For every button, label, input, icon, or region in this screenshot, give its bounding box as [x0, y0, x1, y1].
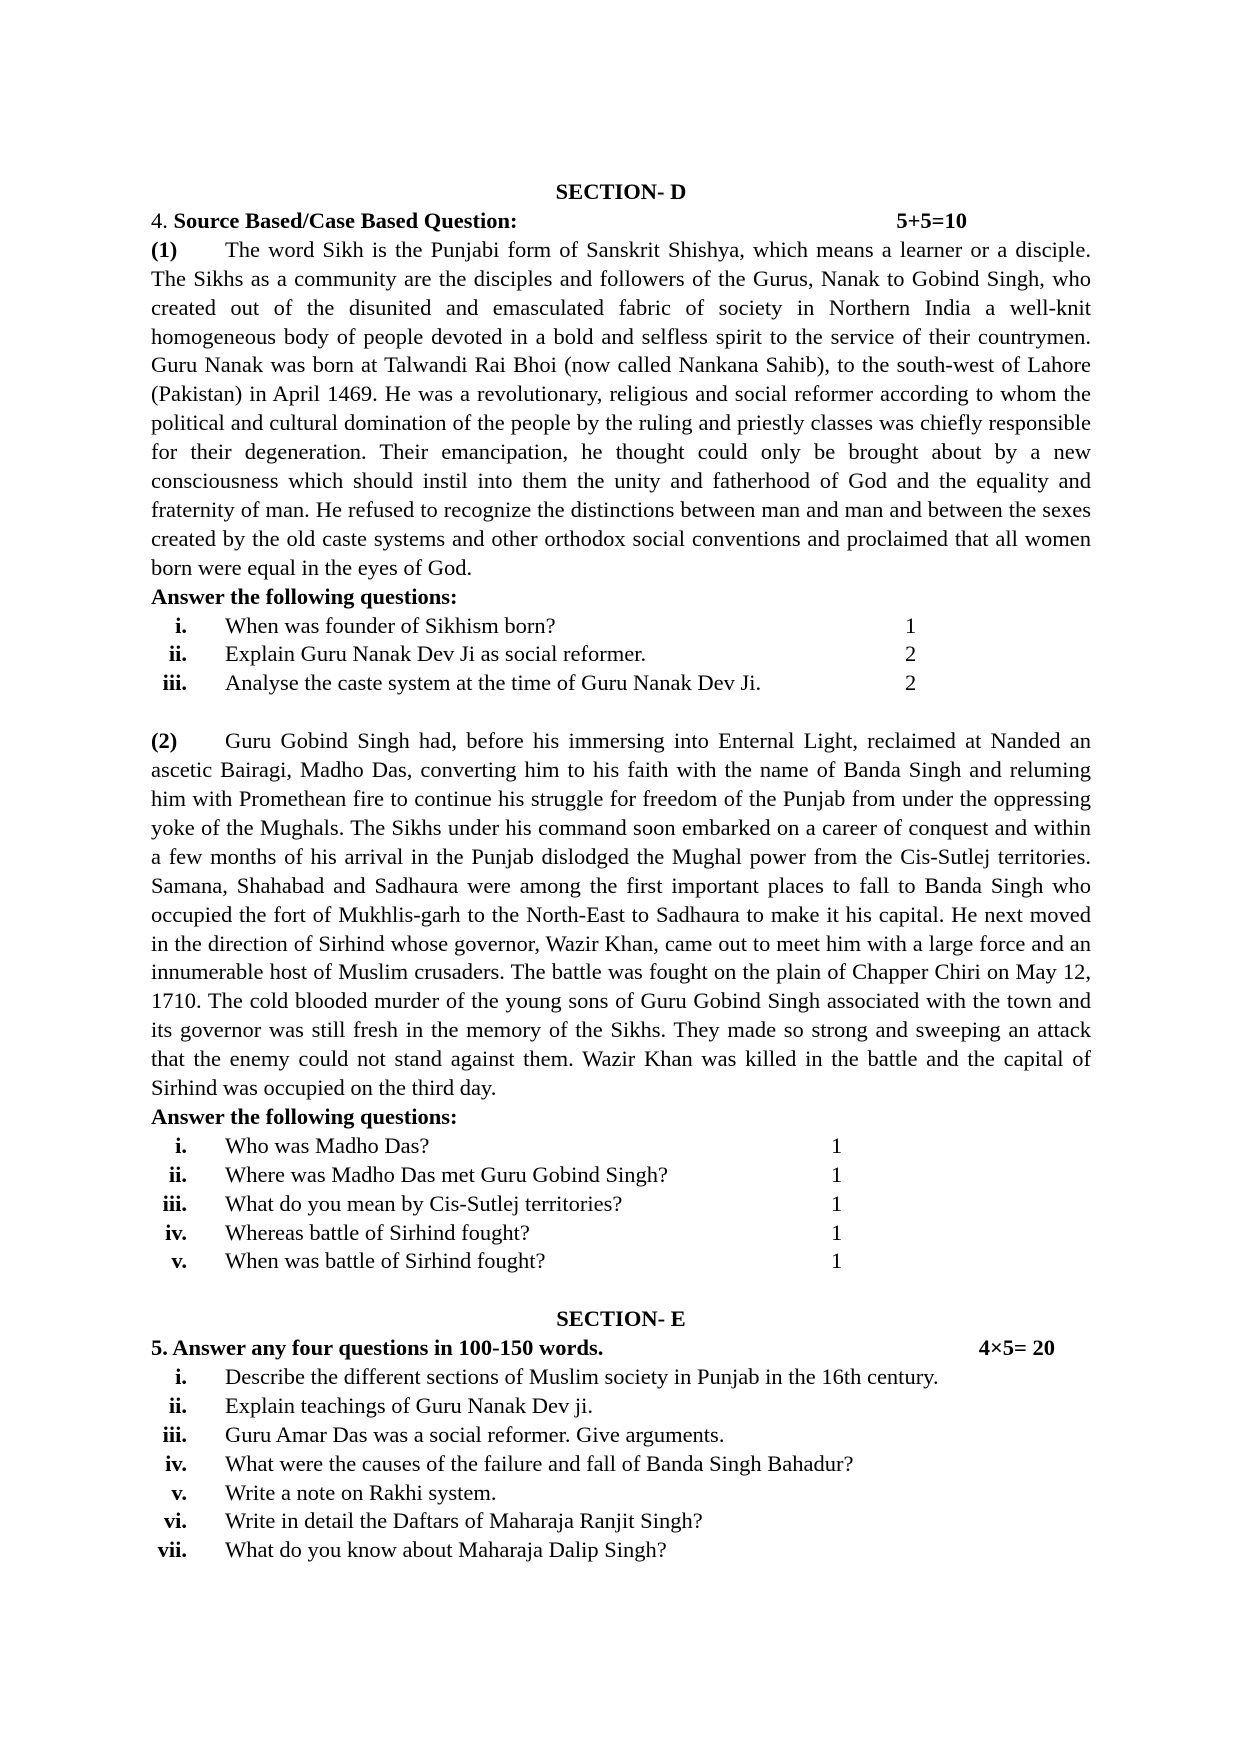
list-item [151, 1190, 1091, 1219]
question-marks: 2 [905, 670, 917, 696]
list-item [151, 1392, 1091, 1421]
question-number: vi. [163, 1508, 187, 1534]
question-marks: 1 [831, 1132, 843, 1158]
section-d-title: SECTION- D [555, 179, 687, 204]
question-number: iv. [165, 1219, 187, 1245]
question-5-marks: 4×5= 20 [978, 1335, 1055, 1361]
question-marks: 1 [831, 1190, 843, 1216]
question-4-label: Source Based/Case Based Question: [173, 207, 518, 233]
question-number: iii. [162, 670, 187, 696]
question-number: iii. [162, 1421, 187, 1447]
question-text: Write a note on Rakhi system. [225, 1479, 497, 1505]
passage-2-text: Guru Gobind Singh had, before his immersing into Enternal Light, reclaimed at Nanded an ascetic Bairagi, Madho Das, converting him to his faith with the name of Banda Singh and reluming him with Promethean fire to continue his struggle for freedom of the Punjab from under the oppressing yoke of the Mughals. The Sikhs under his command soon embarked on a career of conquest and within a few months of his arrival in the Punjab dislodged the Mughal power from the Cis-Sutlej territories. Samana, Shahabad and Sadhaura were among the first important places to fall to Banda Singh who occupied the fort of Mukhlis-garh to the North-East to Sadhaura to make it his capital. He next moved in the direction of Sirhind whose governor, Wazir Khan, came out to meet him with a large force and an innumerable host of Muslim crusaders. The battle was fought on the plain of Chapper Chiri on May 12, 1710. The cold blooded murder of the young sons of Guru Gobind Singh associated with the town and its governor was still fresh in the memory of the Sikhs. They made so strong and sweeping an attack that the enemy could not stand against them. Wazir Khan was killed in the battle and the capital of Sirhind was occupied on the third day. [151, 728, 1091, 1101]
question-text: What were the causes of the failure and fall of Banda Singh Bahadur? [225, 1450, 854, 1476]
passage-2 [151, 727, 1091, 1103]
question-text: Explain teachings of Guru Nanak Dev ji. [225, 1392, 594, 1418]
question-number: v. [171, 1248, 187, 1274]
question-text: Guru Amar Das was a social reformer. Give arguments. [225, 1421, 725, 1447]
question-text: When was battle of Sirhind fought? [225, 1248, 546, 1274]
list-item [151, 1161, 1091, 1190]
question-number: iv. [165, 1450, 187, 1476]
question-number: i. [175, 1132, 187, 1158]
question-marks: 1 [905, 612, 917, 638]
passage-2-number: (2) [151, 728, 178, 754]
list-item [151, 612, 1091, 641]
question-5-header [151, 1334, 1091, 1363]
question-number: i. [175, 612, 187, 638]
question-number: iii. [162, 1190, 187, 1216]
question-text: What do you mean by Cis-Sutlej territories? [225, 1190, 623, 1216]
list-item [151, 669, 1091, 698]
question-number: ii. [168, 641, 187, 667]
question-number: ii. [168, 1161, 187, 1187]
question-number: i. [175, 1364, 187, 1389]
list-item [151, 1536, 1091, 1565]
question-marks: 1 [831, 1248, 843, 1274]
spacer [151, 1276, 1091, 1305]
passage-1-answer-heading: Answer the following questions: [151, 583, 458, 609]
question-text: Analyse the caste system at the time of Guru Nanak Dev Ji. [225, 670, 762, 696]
passage-1-questions [151, 612, 1091, 699]
question-4-marks: 5+5=10 [896, 207, 967, 233]
list-item [151, 1132, 1091, 1161]
question-text: Write in detail the Daftars of Maharaja Ranjit Singh? [225, 1508, 703, 1534]
question-text: Who was Madho Das? [225, 1132, 430, 1158]
list-item [151, 1421, 1091, 1450]
passage-1-text: The word Sikh is the Punjabi form of Sanskrit Shishya, which means a learner or a disciple. The Sikhs as a community are the disciples and followers of the Gurus, Nanak to Gobind Singh, who created out of the disunited and emasculated fabric of society in Northern India a well-knit homogeneous body of people devoted in a bold and selfless spirit to the service of their countrymen. Guru Nanak was born at Talwandi Rai Bhoi (now called Nankana Sahib), to the south-west of Lahore (Pakistan) in April 1469. He was a revolutionary, religious and social reformer according to whom the political and cultural domination of the people by the ruling and priestly classes was chiefly responsible for their degeneration. Their emancipation, he thought could only be brought about by a new consciousness which should instil into them the unity and fatherhood of God and the equality and fraternity of man. He refused to recognize the distinctions between man and man and between the sexes created by the old caste systems and other orthodox social conventions and proclaimed that all women born were equal in the eyes of God. [151, 236, 1091, 580]
question-4-header [151, 207, 1091, 236]
passage-2-questions [151, 1132, 1091, 1276]
page-content [151, 178, 1091, 1565]
list-item [151, 1219, 1091, 1248]
list-item [151, 1247, 1091, 1276]
question-5-label: 5. Answer any four questions in 100-150 words. [151, 1335, 604, 1361]
question-text: Explain Guru Nanak Dev Ji as social reformer. [225, 641, 647, 667]
question-marks: 1 [831, 1161, 843, 1187]
list-item [151, 1363, 1091, 1392]
question-text: Describe the different sections of Muslim society in Punjab in the 16th century. [225, 1364, 939, 1389]
question-4-number: 4. [151, 207, 168, 233]
spacer [151, 698, 1091, 727]
section-e-title: SECTION- E [556, 1306, 686, 1332]
list-item [151, 1507, 1091, 1536]
passage-1-number: (1) [151, 236, 178, 262]
question-text: What do you know about Maharaja Dalip Singh? [225, 1537, 667, 1563]
question-marks: 1 [831, 1219, 843, 1245]
list-item [151, 1479, 1091, 1508]
question-marks: 2 [905, 641, 917, 667]
question-text: Where was Madho Das met Guru Gobind Singh? [225, 1161, 669, 1187]
question-text: When was founder of Sikhism born? [225, 612, 556, 638]
question-number: v. [171, 1479, 187, 1505]
passage-1 [151, 236, 1091, 583]
section-e-questions [151, 1363, 1091, 1565]
passage-2-answer-heading: Answer the following questions: [151, 1103, 458, 1129]
question-number: vii. [157, 1537, 187, 1563]
list-item [151, 640, 1091, 669]
question-text: Whereas battle of Sirhind fought? [225, 1219, 530, 1245]
question-number: ii. [168, 1392, 187, 1418]
list-item [151, 1450, 1091, 1479]
